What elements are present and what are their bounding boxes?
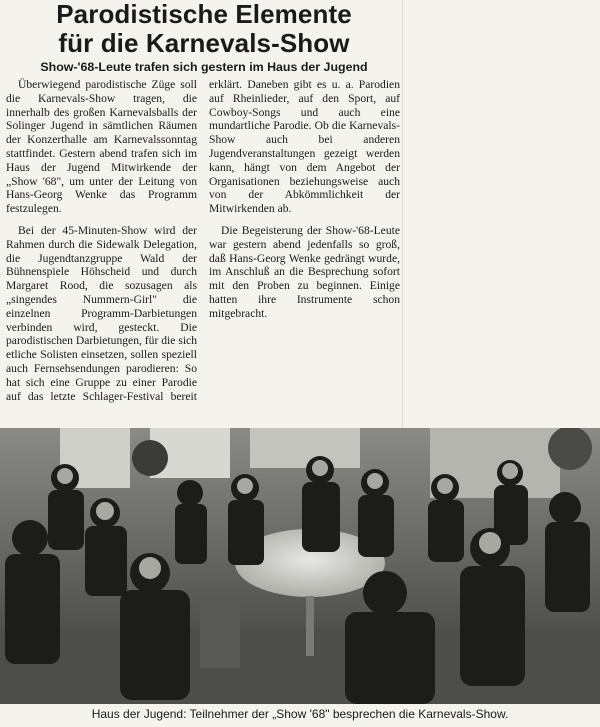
- paper-fold: [402, 0, 404, 430]
- press-photo: [0, 428, 600, 704]
- article-body: [6, 78, 400, 412]
- paragraph-3: Die Begeisterung der Show-'68-Leute war gestern abend jedenfalls so groß, daß Hans-Georg Wenke gedrängt wurde, im Anschluß an die Besprechung sofort mit den Proben zu beginnen. Einige hatten ihre Instrumente schon mitgebracht.: [209, 223, 400, 320]
- paragraph-1: Überwiegend parodistische Züge soll die Karnevals-Show tragen, die innerhalb des großen Karnevalsballs der Solinger Jugend in sämtlichen Räumen der Konzerthalle am Karnevalssonntag stattfindet. Gestern abend trafen sich im Haus der Jugend Mitwirkende der „Show '68", um unter der Leitung von Hans-Georg Wenke das Programm festzulegen.: [6, 78, 197, 216]
- headline: [6, 0, 402, 58]
- paragraph-2: Bei der 45-Minuten-Show wird der Rahmen durch die Sidewalk Delegation, die Jugendtanzgruppe Wald der Bühnenspiele Höhscheid und durch Margaret Rood, die sozusagen als „singendes Nummern-Girl" die einzelnen Programm-Darbietungen verbinden wird, gesteckt. Die parodistischen Darbietungen, für die sich etliche Solisten einsetzen, sollen speziell auch Fernsehsendungen parodieren: So hat sich eine Gruppe zu einer Parodie auf das letzte Schlager-Festival bereit erklärt. Daneben gibt es u. a. Parodien auf Rheinlieder, auf den Sport, auf Cowboy-Songs und auch eine mundartliche Parodie. Ob die Karnevals-Show auch bei anderen Jugendveranstaltungen gezeigt werden kann, hängt von dem Angebot der Organisationen beziehungsweise auch von der Abkömmlichkeit der Mitwirkenden ab.: [6, 78, 400, 403]
- press-photo-image: [0, 428, 600, 704]
- headline-line-1: Parodistische Elemente: [56, 0, 352, 29]
- plant-2: [548, 428, 592, 470]
- chair: [200, 598, 240, 668]
- window-3: [250, 428, 360, 468]
- table-leg: [306, 596, 314, 656]
- plant-1: [132, 440, 168, 476]
- subheadline: Show-'68-Leute trafen sich gestern im Haus der Jugend: [40, 60, 368, 74]
- photo-caption: Haus der Jugend: Teilnehmer der „Show '68" besprechen die Karnevals-Show.: [91, 707, 509, 721]
- headline-line-2: für die Karnevals-Show: [58, 28, 350, 58]
